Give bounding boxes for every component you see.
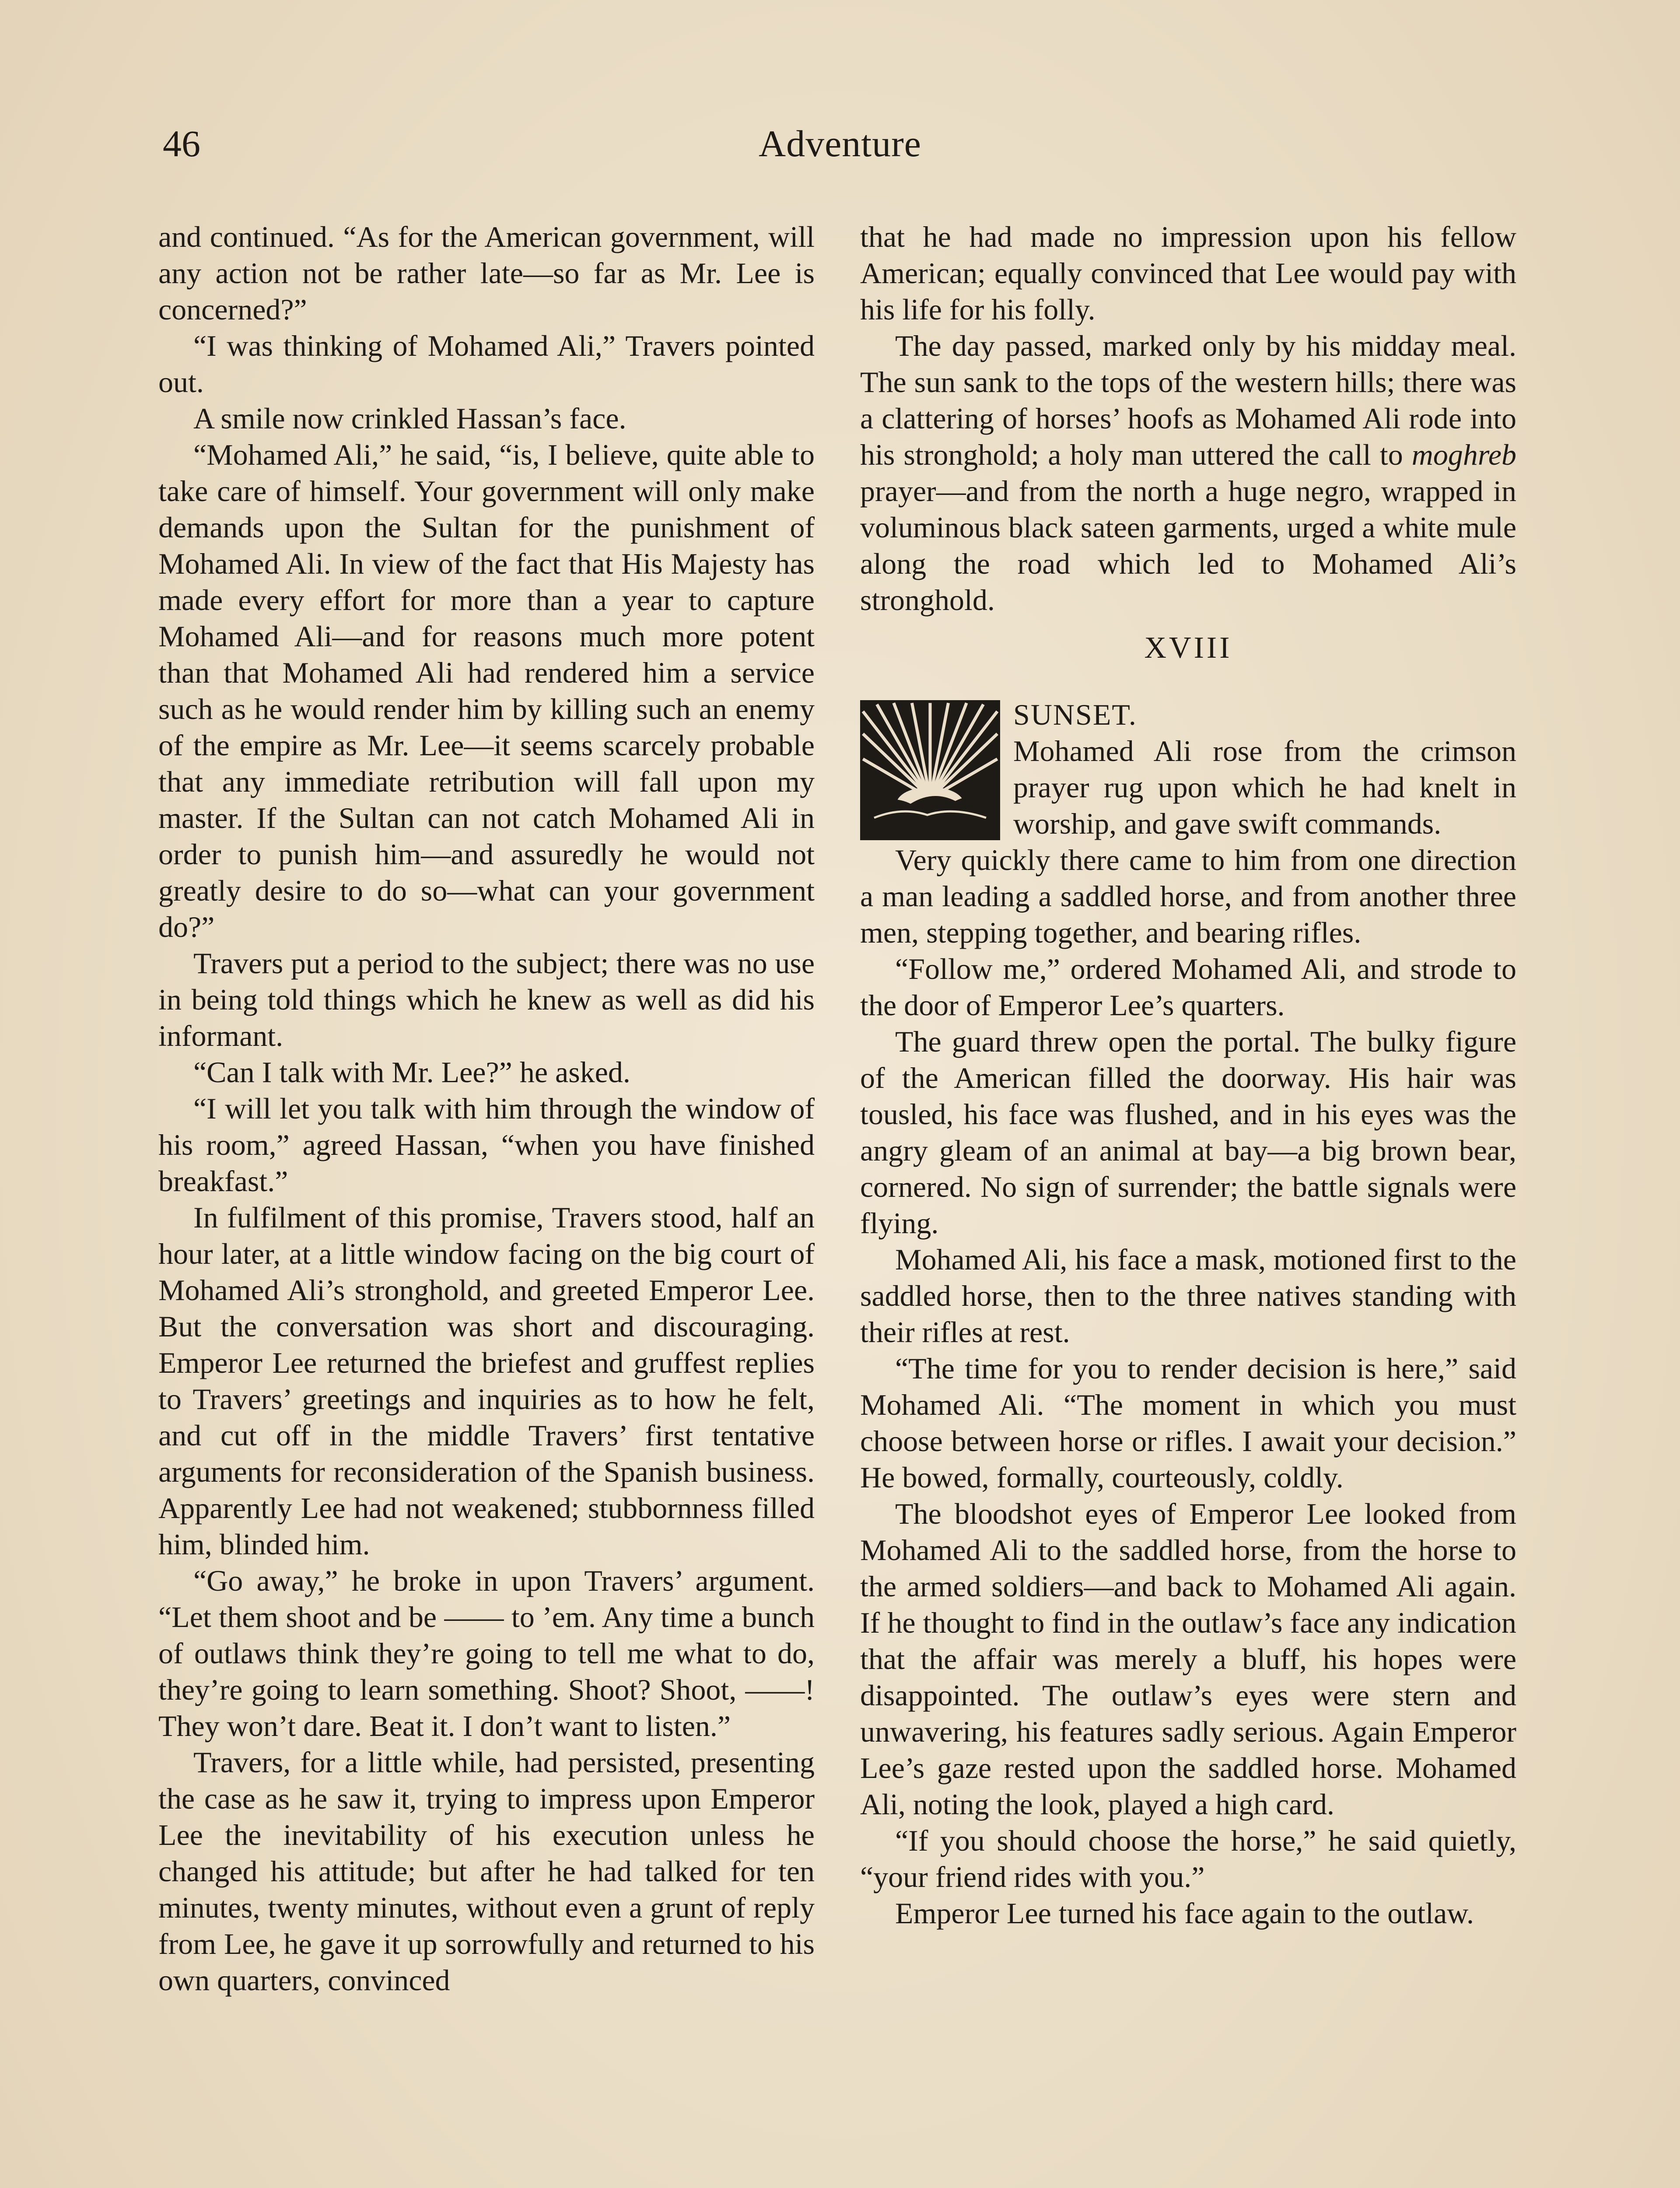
paragraph: “If you should choose the horse,” he said quietly, “your friend rides with you.” [860,1824,1516,1893]
paragraph: that he had made no impression upon his fellow American; equally convinced that Lee would pay with his life for his folly. [860,220,1516,326]
paragraph-text: Mohamed Ali rose from the crimson prayer rug upon which he had knelt in worship, and gave swift commands. [1013,734,1516,840]
paragraph: “Go away,” he broke in upon Travers’ argument. “Let them shoot and be —— to ’em. Any time a bunch of outlaws think they’re going to tell me what to do, they’re going to learn something. Shoot? Shoot, ——! They won’t dare. Beat it. I don’t want to listen.” [158,1564,815,1743]
paragraph-text: The day passed, marked only by his midday meal. The sun sank to the tops of the western hills; there was a clattering of horses’ hoofs as Mohamed Ali rode into his stronghold; a holy man uttered the call to [860,329,1516,471]
paragraph: “Can I talk with Mr. Lee?” he asked. [193,1055,630,1089]
page-number: 46 [163,123,200,165]
paragraph: Mohamed Ali, his face a mask, motioned first to the saddled horse, then to the three natives standing with their rifles at rest. [860,1243,1516,1349]
section-heading: XVIII [1144,631,1232,665]
paragraph-text: prayer—and from the north a huge negro, wrapped in voluminous black sateen garments, urged a white mule along the road which led to Mohamed Ali’s stronghold. [860,474,1516,617]
paragraph: A smile now crinkled Hassan’s face. [193,402,626,435]
left-column [158,219,815,1999]
italic-term: moghreb [1411,438,1516,471]
paragraph: The bloodshot eyes of Emperor Lee looked from Mohamed Ali to the saddled horse, from the horse to the armed soldiers—and back to Mohamed Ali again. If he thought to find in the outlaw’s face any indication that the affair was merely a bluff, his hopes were disappointed. The outlaw’s eyes were stern and unwavering, his features sadly serious. Again Emperor Lee’s gaze rested upon the saddled horse. Mohamed Ali, noting the look, played a high card. [860,1497,1516,1821]
paragraph: Emperor Lee turned his face again to the outlaw. [895,1897,1474,1930]
paragraph: “Follow me,” ordered Mohamed Ali, and strode to the door of Emperor Lee’s quarters. [860,952,1516,1022]
paragraph: In fulfilment of this promise, Travers stood, half an hour later, at a little window facing on the big court of Mohamed Ali’s stronghold, and greeted Emperor Lee. But the conversation was short and discouraging. Emperor Lee returned the briefest and gruffest replies to Travers’ greetings and inquiries as to how he felt, and cut off in the middle Travers’ first tentative arguments for reconsideration of the Spanish business. Apparently Lee had not weakened; stubbornness filled him, blinded him. [158,1201,815,1561]
magazine-title: Adventure [759,123,921,165]
paragraph: “I was thinking of Mohamed Ali,” Travers pointed out. [158,329,815,399]
paragraph: “The time for you to render decision is here,” said Mohamed Ali. “The moment in which you must choose between horse or rifles. I await your decision.” He bowed, formally, courteously, coldly. [860,1352,1516,1494]
paragraph: “I will let you talk with him through the window of his room,” agreed Hassan, “when you have finished breakfast.” [158,1092,815,1198]
right-column [860,219,1516,1932]
lead-in-text: SUNSET. [1013,698,1137,731]
sunset-illustration-icon [860,700,1000,840]
opening-paragraph [860,697,1516,842]
paragraph: Travers, for a little while, had persisted, presenting the case as he saw it, trying to impress upon Emperor Lee the inevitability of his execution unless he changed his attitude; but after he had talked for ten minutes, twenty minutes, without even a grunt of reply from Lee, he gave it up sorrowfully and returned to his own quarters, convinced [158,1746,815,1997]
paragraph: The guard threw open the portal. The bulky figure of the American filled the doorway. His hair was tousled, his face was flushed, and in his eyes was the angry gleam of an animal at bay—a big brown bear, cornered. No sign of surrender; the battle signals were flying. [860,1025,1516,1240]
paragraph: Very quickly there came to him from one direction a man leading a saddled horse, and from another three men, stepping together, and bearing rifles. [860,843,1516,949]
paragraph: and continued. “As for the American government, will any action not be rather late—so far as Mr. Lee is concerned?” [158,220,815,326]
paragraph [860,328,1516,618]
paragraph: “Mohamed Ali,” he said, “is, I believe, quite able to take care of himself. Your government will only make demands upon the Sultan for the punishment of Mohamed Ali. In view of the fact that His Majesty has made every effort for more than a year to capture Mohamed Ali—and for reasons much more potent than that Mohamed Ali had rendered him a service such as he would render him by killing such an enemy of the empire as Mr. Lee—it seems scarcely probable that any immediate retribution will fall upon my master. If the Sultan can not catch Mohamed Ali in order to punish him—and assuredly he would not greatly desire to do so—what can your government do?” [158,438,815,943]
paragraph: Travers put a period to the subject; there was no use in being told things which he knew as well as did his informant. [158,947,815,1052]
